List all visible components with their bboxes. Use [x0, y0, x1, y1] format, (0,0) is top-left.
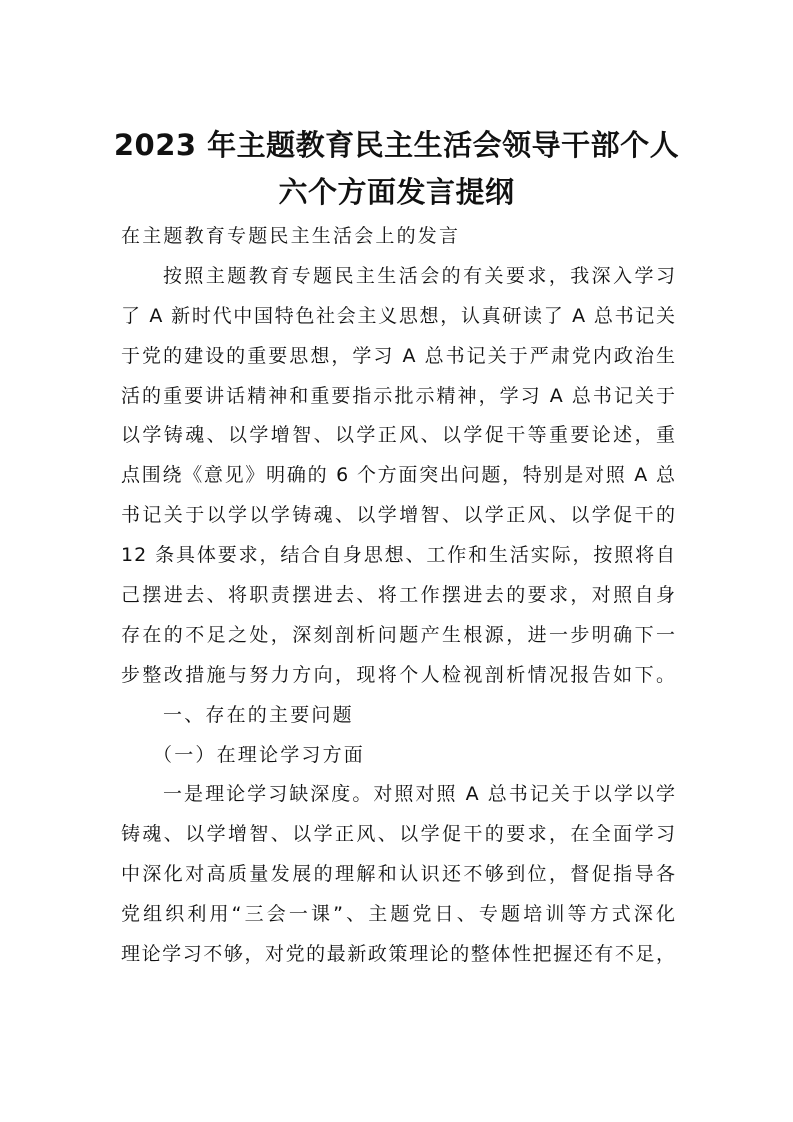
subsection-heading: （一）在理论学习方面 — [153, 743, 366, 766]
paragraph-line: 12 条具体要求，结合自身思想、工作和生活实际，按照将自 — [121, 544, 676, 567]
section-heading: 一、存在的主要问题 — [163, 703, 354, 726]
paragraph-line: 步整改措施与努力方向，现将个人检视剖析情况报告如下。 — [121, 663, 676, 686]
document-title-line-2: 六个方面发言提纲 — [278, 175, 515, 209]
paragraph-line: 以学铸魂、以学增智、以学正风、以学促干等重要论述，重 — [121, 424, 676, 447]
paragraph-line: 按照主题教育专题民主生活会的有关要求，我深入学习 — [163, 264, 676, 287]
paragraph-line: 党组织利用“三会一课”、主题党日、专题培训等方式深化 — [121, 903, 676, 926]
paragraph-line: 活的重要讲话精神和重要指示批示精神，学习 A 总书记关于 — [121, 384, 676, 407]
paragraph-line: 一是理论学习缺深度。对照对照 A 总书记关于以学以学 — [163, 783, 676, 806]
subtitle: 在主题教育专题民主生活会上的发言 — [121, 225, 461, 247]
document-body — [121, 217, 676, 975]
paragraph-line: 书记关于以学以学铸魂、以学增智、以学正风、以学促干的 — [121, 504, 676, 527]
paragraph-line: 点围绕《意见》明确的 6 个方面突出问题，特别是对照 A 总 — [121, 464, 676, 487]
paragraph-line: 理论学习不够，对党的最新政策理论的整体性把握还有不足， — [121, 943, 676, 966]
paragraph-line: 中深化对高质量发展的理解和认识还不够到位，督促指导各 — [121, 863, 676, 886]
paragraph-line: 己摆进去、将职责摆进去、将工作摆进去的要求，对照自身 — [121, 584, 676, 607]
paragraph-line: 于党的建设的重要思想，学习 A 总书记关于严肃党内政治生 — [121, 344, 676, 367]
paragraph-line: 了 A 新时代中国特色社会主义思想，认真研读了 A 总书记关 — [121, 304, 676, 327]
document-title-line-1: 2023 年主题教育民主生活会领导干部个人 — [113, 128, 680, 162]
paragraph-line: 存在的不足之处，深刻剖析问题产生根源，进一步明确下一 — [121, 623, 676, 646]
paragraph-line: 铸魂、以学增智、以学正风、以学促干的要求，在全面学习 — [121, 823, 676, 846]
